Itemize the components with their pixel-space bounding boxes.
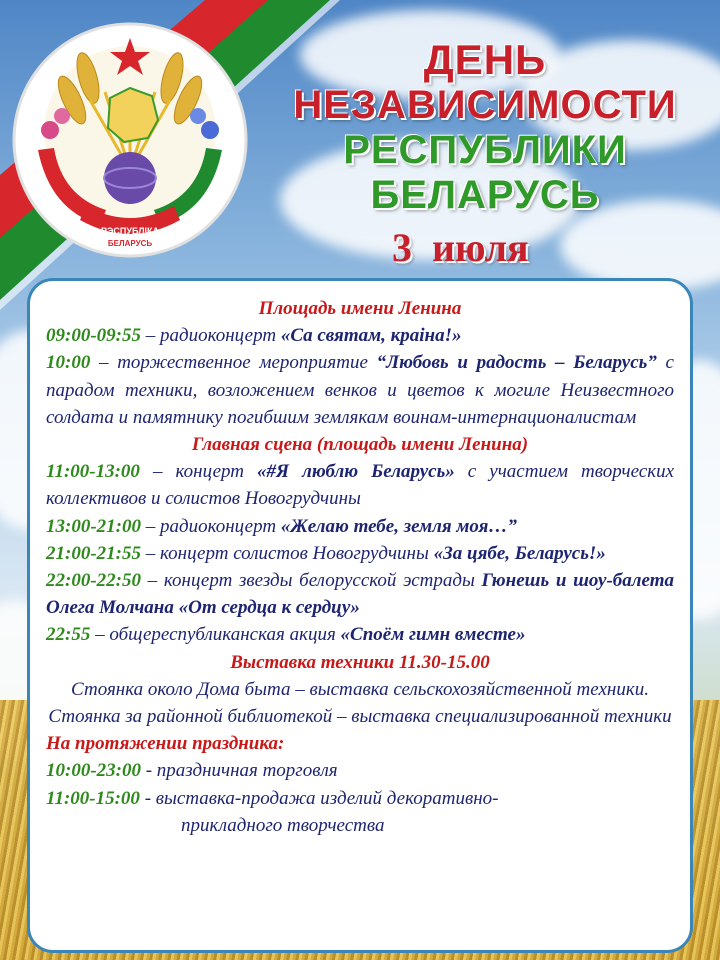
event-name: «Споём гимн вместе» [340,624,526,646]
event-time: 22:55 [46,624,91,646]
program-item [46,349,674,431]
event-time: 10:00-23:00 [46,760,141,782]
program-item-continuation: прикладного творчества [181,814,385,836]
event-time: 11:00-15:00 [46,787,140,809]
emblem-ribbon-text-top: РЭСПУБЛІКА [100,226,160,236]
section-title-lenin-square: Площадь имени Ленина [258,298,462,319]
event-time: 21:00-21:55 [46,542,141,564]
event-name: «Са святам, краіна!» [280,325,462,347]
event-text: – радиоконцерт [140,325,281,347]
program-item [46,567,674,621]
program-item [46,621,674,648]
globe-icon [104,152,156,204]
event-text: – концерт звезды белорусской эстрады [140,570,482,592]
program-item [46,513,674,540]
event-text: – концерт [139,461,258,483]
title-line-3: РЕСПУБЛИКИ [343,127,627,172]
program-item [46,322,674,349]
event-text: – общереспубликанская акция [90,624,341,646]
event-text: – торжественное мероприятие [90,352,377,374]
program-item [46,757,674,784]
event-time: 09:00-09:55 [46,325,141,347]
program-panel [27,278,693,953]
event-time: 13:00-21:00 [46,515,141,537]
event-text: - праздничная торговля [140,760,338,782]
event-time: 11:00-13:00 [46,461,140,483]
section-title-main-stage: Главная сцена (площадь имени Ленина) [191,434,529,456]
event-text: с участием творческих коллективов и солистов Новогрудчины [46,461,675,510]
title-line-4: БЕЛАРУСЬ [370,172,600,217]
event-date [392,224,529,271]
event-name: «За цябе, Беларусь!» [433,542,606,564]
section-title-exhibition: Выставка техники 11.30-15.00 [230,651,490,673]
event-text: – радиоконцерт [140,515,281,537]
event-text: – концерт солистов Новогрудчины [140,542,434,564]
program-item [46,458,674,512]
page-title [260,36,710,217]
event-time: 10:00 [46,352,91,374]
event-name: «От сердца к сердцу» [178,597,360,619]
event-name: «Желаю тебе, земля моя…” [280,515,517,537]
event-text: - выставка-продажа изделий декоративно- [139,787,499,809]
event-name: “Любовь и радость – Беларусь” [376,352,657,374]
program-item [46,785,674,812]
map-icon [108,88,158,142]
event-text: с парадом техники, возложением венков и цветов к могиле Неизвестного солдата и памятнику погибшим землякам воинам-интернационалистам [46,352,674,428]
title-line-2: НЕЗАВИСИМОСТИ [293,83,677,128]
event-name: Гюнешь и шоу-балета Олега Молчана [46,570,674,619]
event-time: 22:00-22:50 [46,570,141,592]
exhibition-description: Стоянка около Дома быта – выставка сельскохозяйственной техники. Стоянка за районной библиотекой – выставка специализированной техники [48,678,672,728]
date-month: июля [432,225,529,270]
title-line-1: ДЕНЬ [423,36,547,83]
coat-of-arms-emblem [10,20,250,260]
event-name: «#Я люблю Беларусь» [257,461,455,483]
date-day: 3 [392,225,412,270]
emblem-ribbon-text-bottom: БЕЛАРУСЬ [107,239,153,248]
program-item [46,540,674,567]
section-title-throughout: На протяжении праздника: [46,733,285,755]
